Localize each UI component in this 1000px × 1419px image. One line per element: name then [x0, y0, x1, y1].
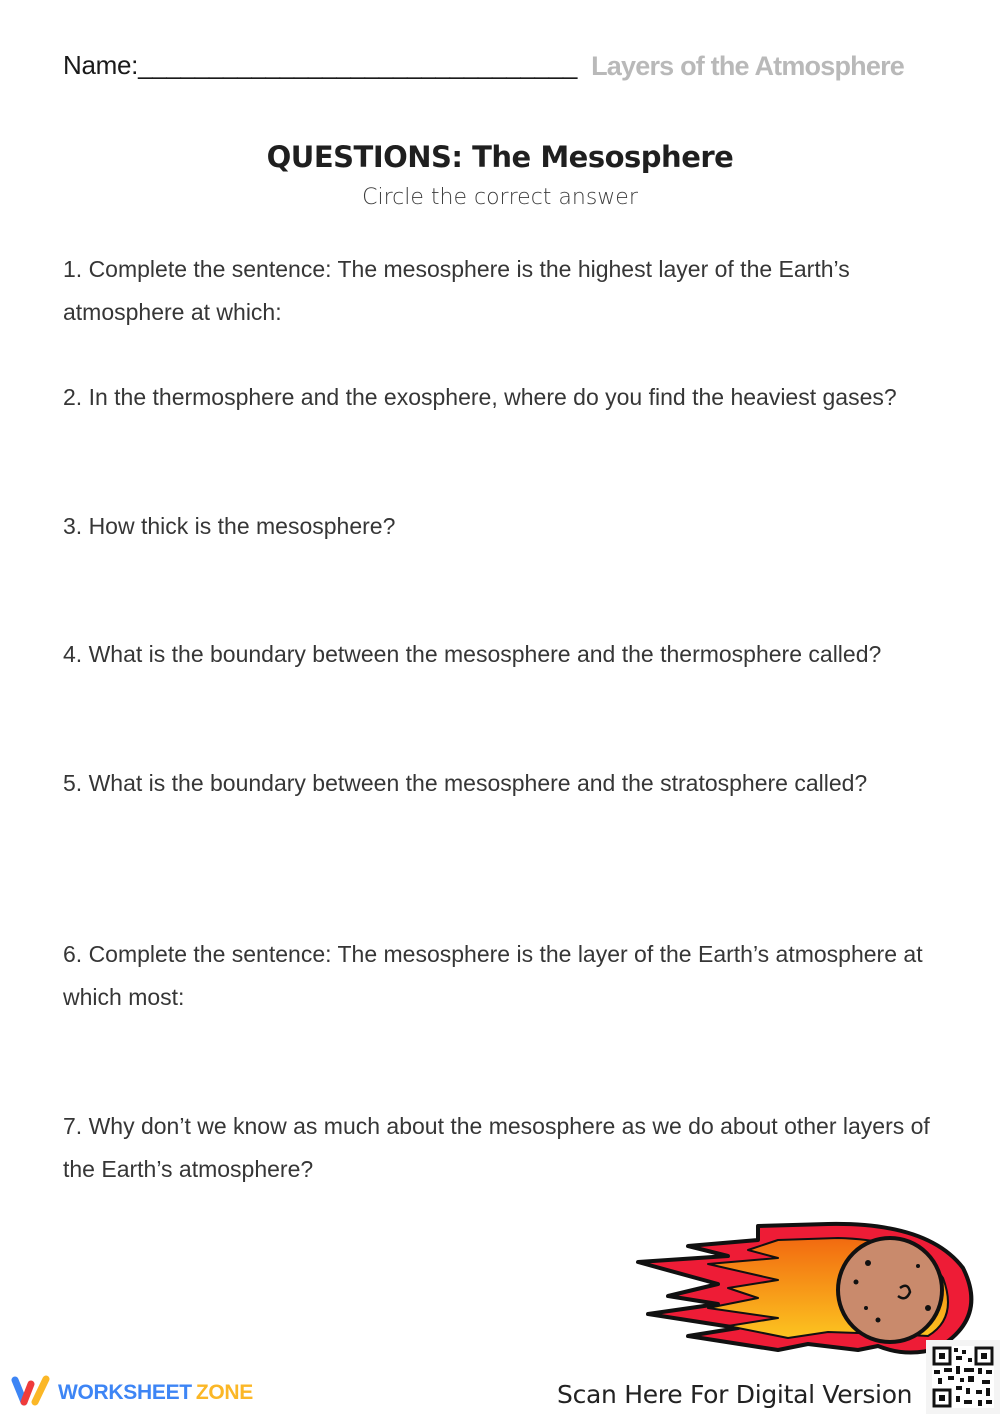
- scan-instruction: Scan Here For Digital Version: [557, 1380, 913, 1409]
- page-header: [63, 50, 904, 90]
- name-field-label: Name:_______________________________: [63, 50, 578, 80]
- logo-text-zone: ZONE: [195, 1381, 253, 1404]
- meteor-icon: [628, 1218, 980, 1358]
- question-1: 1. Complete the sentence: The mesosphere is the highest layer of the Earth’s atmosphere at which:: [63, 256, 850, 325]
- qr-code-icon[interactable]: [926, 1340, 1000, 1414]
- worksheet-zone-logo[interactable]: [10, 1376, 253, 1410]
- question-5: 5. What is the boundary between the mesosphere and the stratosphere called?: [63, 770, 868, 796]
- question-2: 2. In the thermosphere and the exosphere, where do you find the heaviest gases?: [63, 384, 897, 410]
- question-4: 4. What is the boundary between the mesosphere and the thermosphere called?: [63, 641, 882, 667]
- question-3: 3. How thick is the mesosphere?: [63, 513, 396, 539]
- page-title: QUESTIONS: The Mesosphere: [266, 140, 734, 174]
- logo-mark-icon: [10, 1374, 52, 1413]
- question-7: 7. Why don’t we know as much about the mesosphere as we do about other layers of the Earth’s atmosphere?: [63, 1113, 930, 1182]
- question-6: 6. Complete the sentence: The mesosphere is the layer of the Earth’s atmosphere at which most:: [63, 941, 923, 1010]
- series-title: Layers of the Atmosphere: [591, 51, 904, 81]
- logo-text-worksheet: WORKSHEET: [58, 1381, 192, 1404]
- instructions: Circle the correct answer: [362, 185, 638, 210]
